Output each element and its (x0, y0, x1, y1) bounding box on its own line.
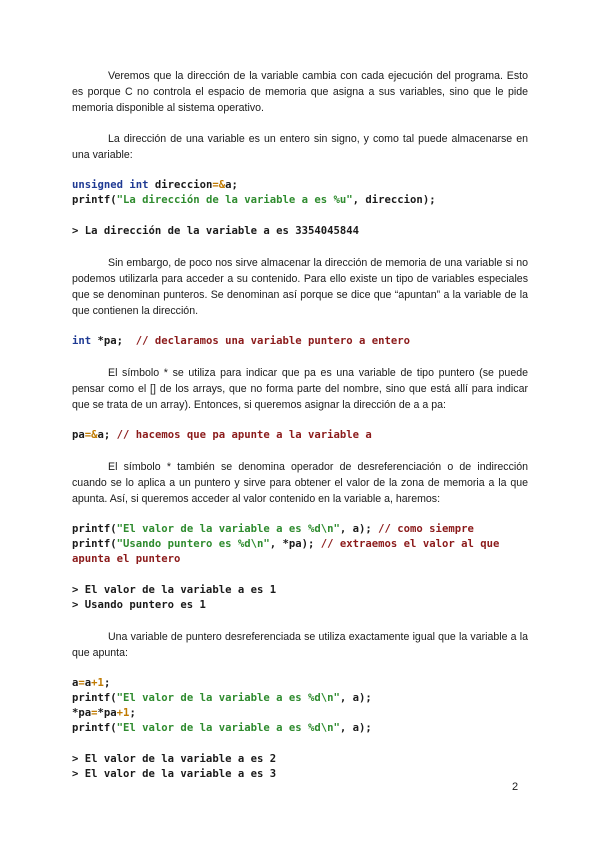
output-line: > El valor de la variable a es 1 (72, 584, 277, 596)
code-string: "El valor de la variable a es %d\n" (116, 692, 340, 704)
output-line: > La dirección de la variable a es 3354045844 (72, 225, 360, 237)
code-text: direccion (148, 179, 213, 191)
code-text: , a); (339, 692, 372, 704)
code-block-1 (72, 178, 528, 208)
paragraph-2: La dirección de una variable es un entero sin signo, y como tal puede almacenarse en una variable: (72, 133, 528, 161)
code-text: *pa (97, 707, 117, 719)
code-function: printf( (72, 692, 117, 704)
code-text: , a); (339, 722, 372, 734)
page-number: 2 (512, 781, 519, 793)
code-operator: =& (212, 179, 226, 191)
code-function: printf( (72, 538, 117, 550)
code-operator: = (91, 707, 98, 719)
code-block-5 (72, 676, 528, 736)
code-string: "El valor de la variable a es %d\n" (116, 523, 340, 535)
output-block-3 (72, 752, 528, 782)
paragraph-1: Veremos que la dirección de la variable cambia con cada ejecución del programa. Esto es porque C no controla el espacio de memoria que asigna a sus variables, sino que le pide memoria disponible al sistema operativo. (72, 70, 528, 114)
output-block-1 (72, 224, 528, 239)
code-text: ; (103, 677, 111, 689)
code-operator: +1 (116, 707, 130, 719)
code-comment: // extraemos el valor al que apunta el puntero (72, 538, 506, 565)
code-function: printf( (72, 722, 117, 734)
code-text: a (84, 677, 92, 689)
code-text: *pa (72, 707, 92, 719)
code-string: "La dirección de la variable a es %u" (116, 194, 353, 206)
code-text: pa (72, 429, 85, 441)
code-operator: +1 (91, 677, 104, 689)
code-text: *pa; (91, 335, 124, 347)
code-operator: = (78, 677, 85, 689)
code-string: "Usando puntero es %d\n" (116, 538, 270, 550)
code-comment: // hacemos que pa apunte a la variable a (110, 429, 372, 441)
output-block-2 (72, 583, 528, 613)
code-block-2 (72, 334, 528, 349)
code-block-3 (72, 428, 528, 443)
output-line: > Usando puntero es 1 (72, 599, 206, 611)
page-content (72, 68, 528, 798)
code-text: a (72, 677, 79, 689)
code-function: printf( (72, 194, 117, 206)
code-keyword: unsigned int (72, 179, 149, 191)
code-function: printf( (72, 523, 117, 535)
paragraph-5: El símbolo * también se denomina operador de desreferenciación o de indirección cuando se lo aplica a un puntero y sirve para obtener el valor de la zona de memoria a la que apunta. Así, si queremos acceder al valor contenido en la variable a, haremos: (72, 461, 528, 505)
code-string: "El valor de la variable a es %d\n" (116, 722, 340, 734)
output-line: > El valor de la variable a es 3 (72, 768, 277, 780)
paragraph-6: Una variable de puntero desreferenciada se utiliza exactamente igual que la variable a la que apunta: (72, 631, 528, 659)
code-text: a; (225, 179, 238, 191)
code-operator: =& (84, 429, 98, 441)
code-text: a; (97, 429, 111, 441)
code-keyword: int (72, 335, 92, 347)
code-text: , direccion); (352, 194, 436, 206)
code-block-4 (72, 522, 528, 567)
code-comment: // declaramos una variable puntero a entero (123, 335, 411, 347)
code-comment: // como siempre (371, 523, 474, 535)
code-text: ; (129, 707, 136, 719)
code-text: , a); (339, 523, 372, 535)
paragraph-4: El símbolo * se utiliza para indicar que pa es una variable de tipo puntero (se puede pensar como el [] de los arrays, que no forma parte del nombre, sino que está allí para indicar que se trata de un array). Entonces, si queremos asignar la dirección de a a pa: (72, 367, 528, 411)
code-text: , *pa); (269, 538, 315, 550)
output-line: > El valor de la variable a es 2 (72, 753, 277, 765)
paragraph-3: Sin embargo, de poco nos sirve almacenar la dirección de memoria de una variable si no podemos utilizarla para acceder a su contenido. Para ello existe un tipo de variables especiales que se denominan punteros. Se denominan así porque se dice que “apuntan” a la variable de la que contienen la dirección. (72, 257, 528, 317)
